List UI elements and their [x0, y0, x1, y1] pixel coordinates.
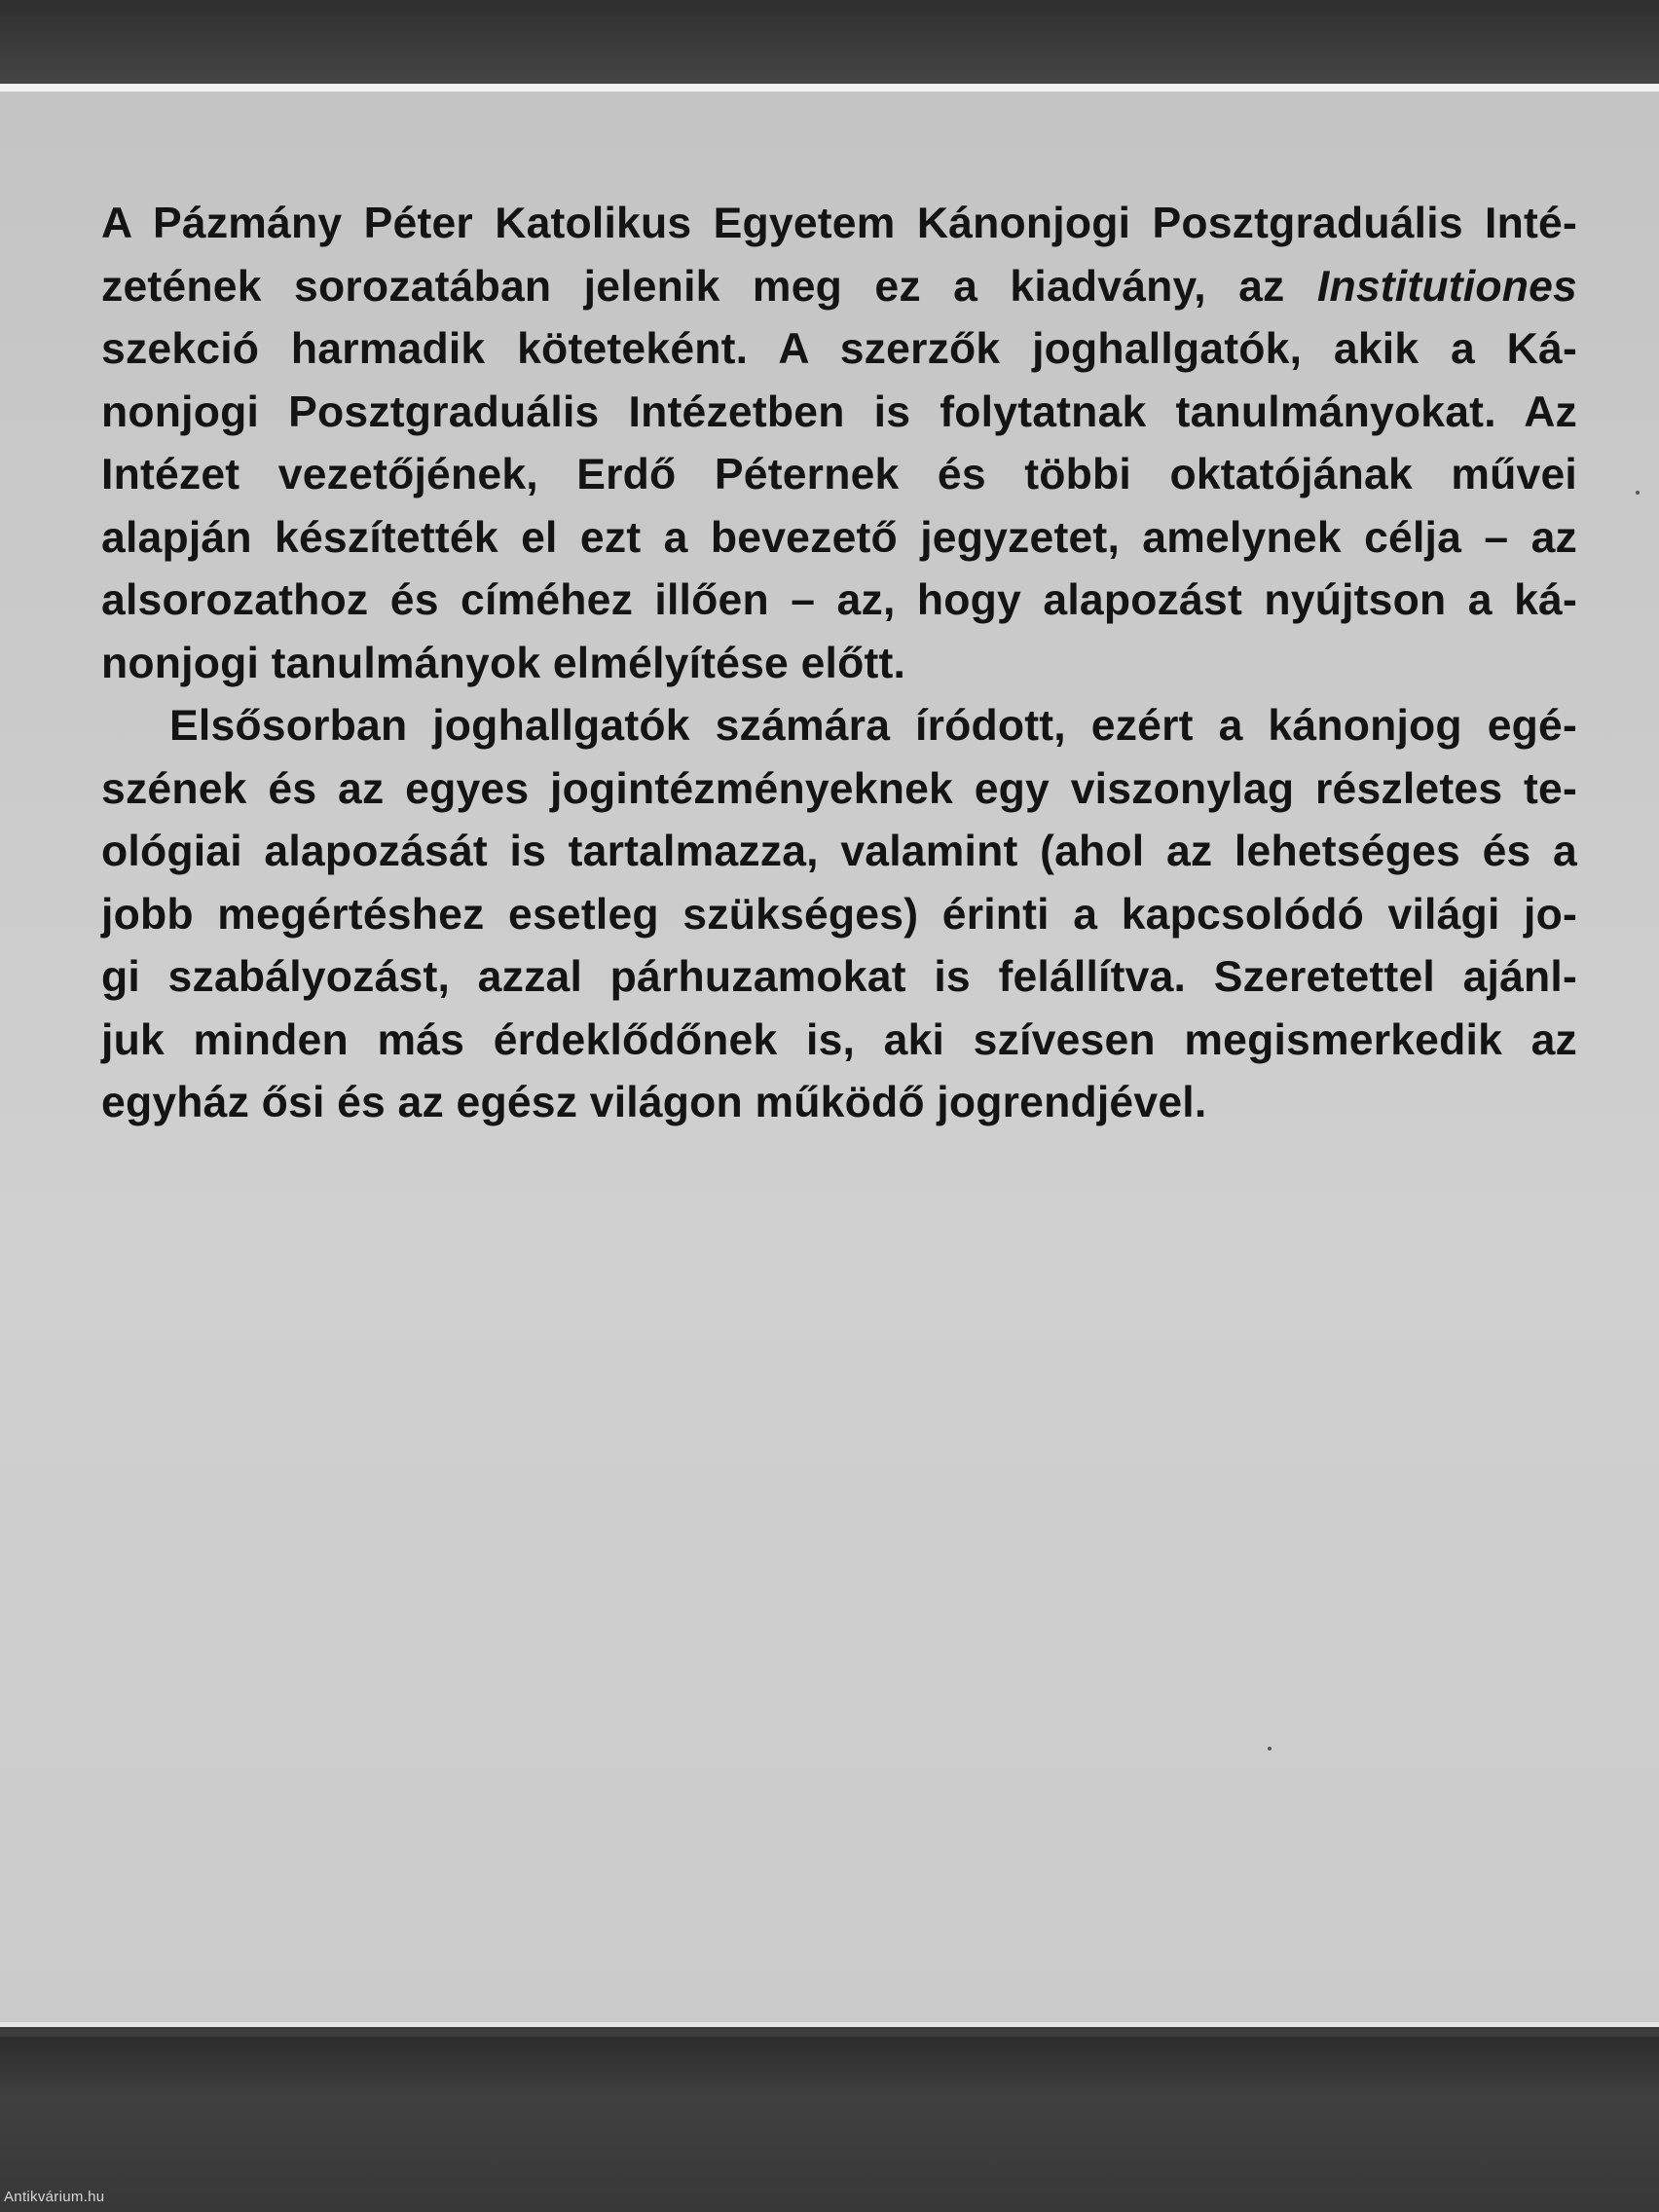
- background-shadow: [0, 2037, 1659, 2212]
- text-line: szekció harmadik köteteként. A szerzők joghallgatók, akik a Ká-: [101, 325, 1577, 373]
- text-line: A Pázmány Péter Katolikus Egyetem Kánonjogi Posztgraduális Inté-: [101, 200, 1577, 247]
- text-line: Elsősorban joghallgatók számára íródott, ezért a kánonjog egé-: [169, 702, 1577, 750]
- paragraph-2: [101, 695, 1577, 1135]
- text-line: juk minden más érdeklődőnek is, aki szívesen megismerkedik az: [101, 1015, 1577, 1064]
- text-line: alapján készítették el ezt a bevezető jegyzetet, amelynek célja – az: [101, 513, 1577, 562]
- text-line: szének és az egyes jogintézményeknek egy viszonylag részletes te-: [101, 764, 1577, 813]
- text-line: jobb megértéshez esetleg szükséges) érinti a kapcsolódó világi jo-: [101, 890, 1577, 939]
- text-line: ológiai alapozását is tartalmazza, valamint (ahol az lehetséges és a: [101, 828, 1577, 875]
- blurb-text: [101, 193, 1577, 1135]
- text-line: alsorozathoz és címéhez illően – az, hogy alapozást nyújtson a ká-: [101, 576, 1577, 624]
- text-line: Intézet vezetőjének, Erdő Péternek és többi oktatójának művei: [101, 451, 1577, 498]
- text-line: gi szabályozást, azzal párhuzamokat is felállítva. Szeretettel ajánl-: [101, 953, 1577, 1001]
- text-line-with-series: [101, 256, 1577, 319]
- paragraph-1: [101, 193, 1577, 695]
- watermark-label: Antikvárium.hu: [4, 2189, 105, 2205]
- text-fragment: zetének sorozatában jelenik meg ez a kiadvány, az: [101, 262, 1285, 311]
- series-title: Institutiones: [1316, 262, 1577, 311]
- text-line: nonjogi tanulmányok elmélyítése előtt.: [101, 639, 906, 687]
- text-line: egyház ősi és az egész világon működő jogrendjével.: [101, 1079, 1207, 1126]
- book-back-cover: [0, 84, 1659, 2027]
- paper-speck: [1268, 1747, 1272, 1751]
- text-line: nonjogi Posztgraduális Intézetben is folytatnak tanulmányokat. Az: [101, 387, 1577, 436]
- paper-speck: [1636, 491, 1640, 495]
